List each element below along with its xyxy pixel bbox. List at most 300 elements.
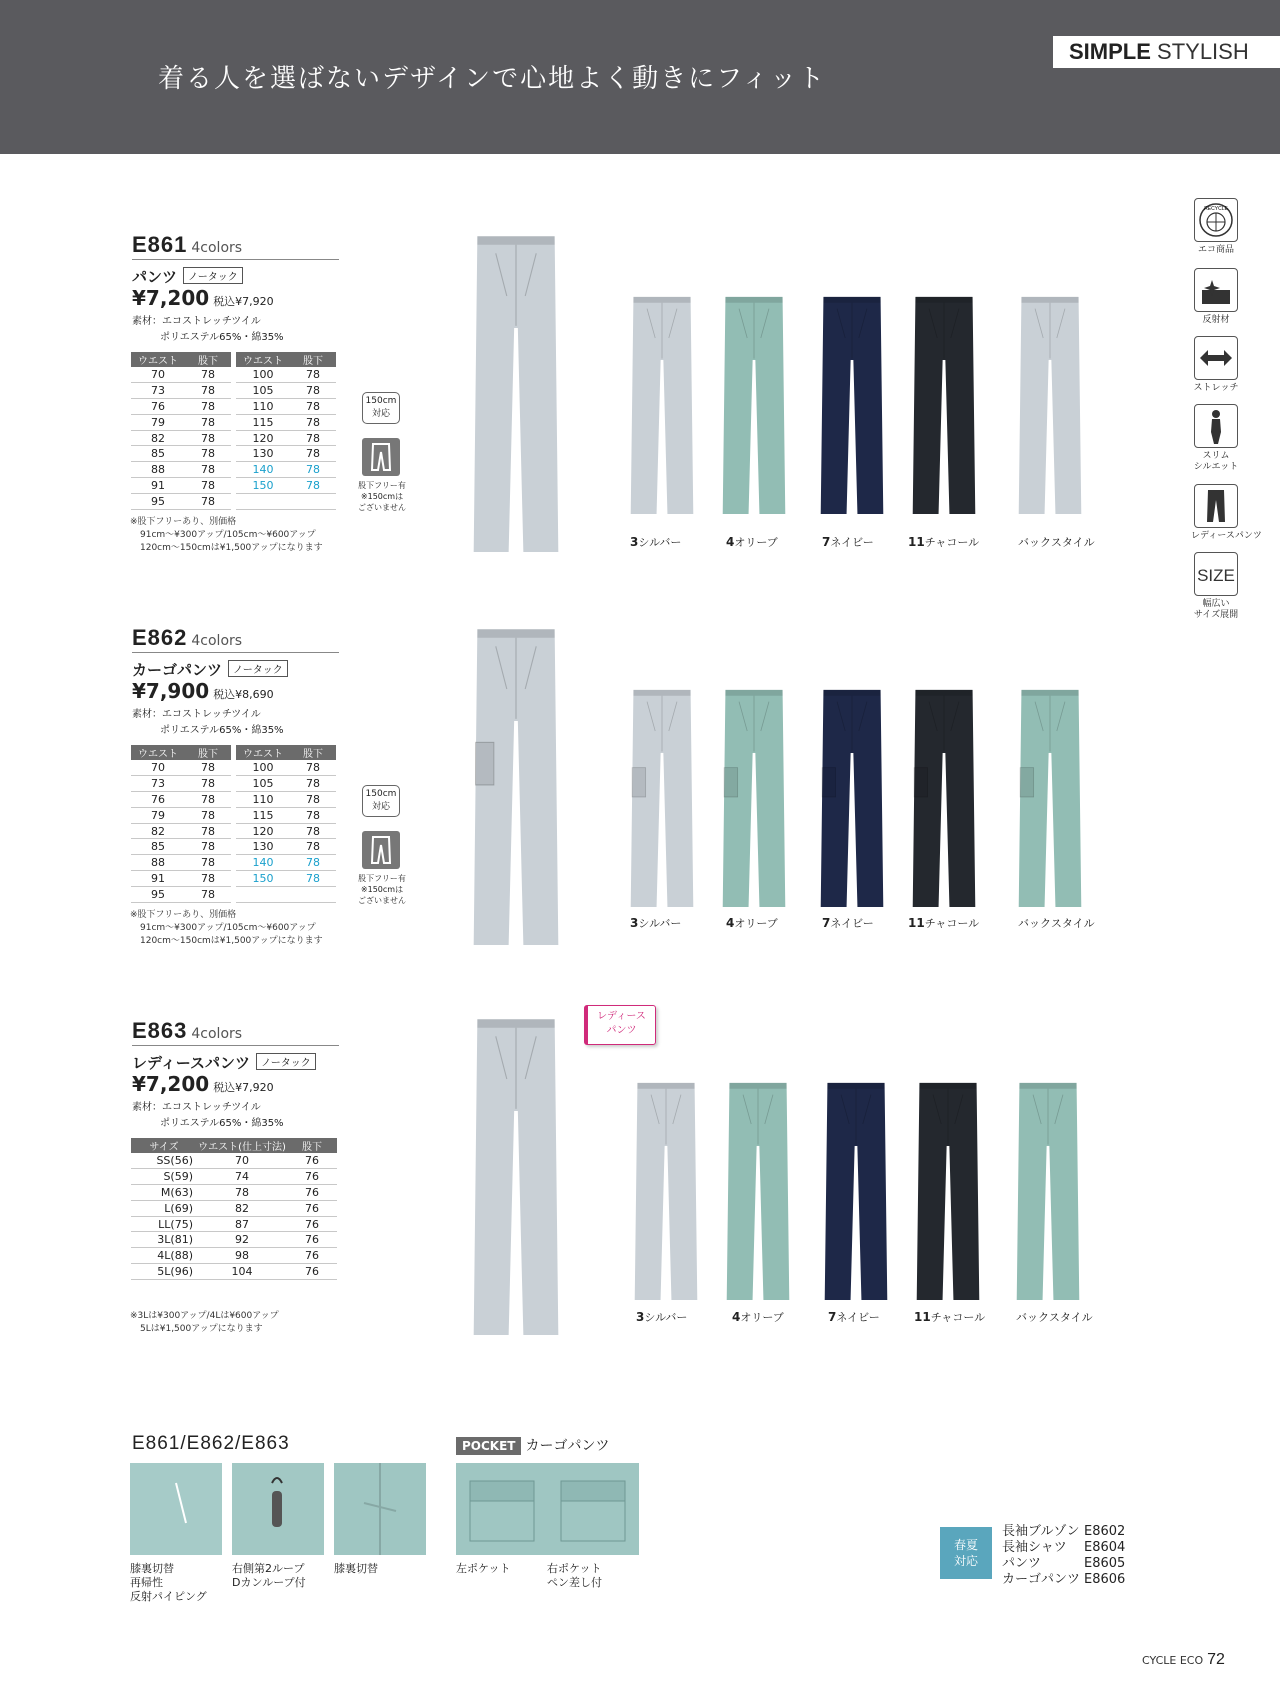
table-row — [131, 1200, 337, 1216]
price-value: ¥7,200 — [132, 286, 210, 310]
ladies-badge-line2: パンツ — [606, 1025, 637, 1036]
details-title: E861/E862/E863 — [132, 1433, 290, 1454]
table-cell: 82 — [131, 823, 185, 839]
colorway-photo — [818, 294, 886, 514]
table-header-cell: 股下 — [287, 1138, 337, 1153]
table-cell: 78 — [185, 478, 231, 494]
table-row — [131, 839, 336, 855]
colorway-pants-shape — [720, 294, 788, 514]
table-header-cell: 股下 — [185, 352, 231, 367]
colorway-name: チャコール — [924, 536, 980, 549]
colorway-label — [828, 1309, 880, 1325]
detail-caption-line2: ペン差し付 — [547, 1576, 602, 1589]
size-table — [131, 352, 336, 510]
table-header-cell: 股下 — [185, 745, 231, 760]
detail-photo — [547, 1463, 639, 1555]
colorway-pants-shape — [628, 294, 696, 514]
table-row — [131, 1153, 337, 1169]
spring-line2: 対応 — [953, 1554, 978, 1568]
table-cell: 70 — [131, 760, 185, 776]
note-line3: 120cm～150cmは¥1,500アップになります — [140, 543, 323, 553]
detail-caption-line1: 膝裏切替 — [130, 1562, 174, 1575]
table-cell: 70 — [197, 1153, 287, 1169]
spring-item-code: E8606 — [1084, 1572, 1126, 1587]
colorway-photo — [1016, 687, 1084, 907]
table-cell: 76 — [287, 1216, 337, 1232]
colorway-pants-shape — [724, 1080, 792, 1300]
note-line1: ※股下フリーあり、別価格 — [130, 517, 237, 527]
colorway-photo — [724, 1080, 792, 1300]
table-cell: 78 — [185, 383, 231, 399]
table-row — [131, 399, 336, 415]
table-row — [131, 414, 336, 430]
product-code: E861 — [132, 232, 188, 257]
spring-item — [1002, 1524, 1125, 1540]
ladies-pants-badge — [584, 1005, 656, 1045]
table-cell — [236, 886, 290, 902]
table-cell: 78 — [197, 1185, 287, 1201]
table-row — [131, 478, 336, 494]
colorway-photo — [628, 687, 696, 907]
price — [132, 1072, 274, 1096]
product-name-text: レディースパンツ — [132, 1054, 251, 1072]
product-name — [132, 266, 243, 287]
table-row — [131, 807, 336, 823]
table-row — [131, 823, 336, 839]
table-cell: 120 — [236, 823, 290, 839]
badge-line2: 対応 — [371, 802, 390, 812]
feature-caption-line1: 幅広い — [1202, 599, 1230, 609]
table-cell: 78 — [290, 855, 336, 871]
no-tuck-tag: ノータック — [256, 1053, 316, 1070]
no-tuck-tag: ノータック — [183, 267, 243, 284]
table-row — [131, 1216, 337, 1232]
detail-caption — [334, 1562, 378, 1576]
colorway-number: 11 — [914, 1310, 931, 1324]
product-color-count: 4colors — [191, 240, 243, 256]
price — [132, 679, 274, 703]
colorway-name: チャコール — [924, 917, 980, 930]
table-cell: 76 — [287, 1200, 337, 1216]
colorway-photo — [720, 687, 788, 907]
table-cell: 78 — [185, 399, 231, 415]
colorway-pants-shape — [818, 294, 886, 514]
colorway-pants-shape — [1016, 687, 1084, 907]
table-cell: 78 — [185, 430, 231, 446]
table-cell: 78 — [290, 430, 336, 446]
material — [132, 1100, 284, 1132]
feature-caption-line1: スリム — [1202, 451, 1230, 461]
series-light: STYLISH — [1157, 39, 1249, 64]
detail-caption — [456, 1562, 510, 1576]
table-cell: 78 — [185, 446, 231, 462]
spring-line1: 春夏 — [953, 1538, 978, 1552]
table-cell: 150 — [236, 478, 290, 494]
table-cell: SS(56) — [131, 1153, 197, 1169]
table-cell: 78 — [290, 807, 336, 823]
colorway-label — [630, 915, 681, 931]
feature-caption-line1: エコ商品 — [1197, 245, 1234, 255]
table-cell: 70 — [131, 367, 185, 383]
spring-item — [1002, 1572, 1125, 1588]
colorway-number: 7 — [822, 916, 831, 930]
price-value: ¥7,900 — [132, 679, 210, 703]
table-cell: 78 — [185, 493, 231, 509]
table-cell — [290, 886, 336, 902]
size-note — [130, 516, 323, 555]
spring-item-code: E8604 — [1084, 1540, 1126, 1555]
colorway-label — [908, 915, 979, 931]
table-cell: 76 — [287, 1264, 337, 1280]
table-row — [131, 760, 336, 776]
product-name — [132, 1052, 316, 1073]
colorway-label — [914, 1309, 985, 1325]
size-table-header — [131, 1138, 337, 1153]
table-row — [131, 446, 336, 462]
feature-caption-line1: レディースパンツ — [1191, 531, 1262, 541]
table-cell: 88 — [131, 462, 185, 478]
colorway-label — [822, 915, 874, 931]
main-pants-shape — [470, 232, 562, 552]
feature-caption-line2: シルエット — [1193, 462, 1239, 472]
page-header — [0, 0, 1280, 154]
feature-caption — [1191, 599, 1241, 621]
table-row — [131, 367, 336, 383]
table-cell: 150 — [236, 871, 290, 887]
ladies-pants-icon — [1194, 484, 1238, 528]
table-cell: 78 — [185, 792, 231, 808]
table-cell: 76 — [287, 1232, 337, 1248]
product-color-count: 4colors — [191, 1026, 243, 1042]
material-line2: ポリエステル65%・綿35% — [160, 1118, 284, 1129]
table-cell: 140 — [236, 462, 290, 478]
feature-icon-group — [1191, 268, 1241, 326]
main-pants-photo — [470, 1015, 562, 1335]
table-cell: 120 — [236, 430, 290, 446]
badge-line1: 150cm — [365, 789, 397, 799]
colorway-number: 3 — [636, 1310, 645, 1324]
material — [132, 707, 284, 739]
feature-icon-group — [1191, 336, 1241, 394]
colorway-photo — [720, 294, 788, 514]
colorway-pants-shape — [720, 687, 788, 907]
colorway-pants-shape — [914, 1080, 982, 1300]
spring-item-name: 長袖ブルゾン — [1002, 1524, 1080, 1539]
table-row — [131, 1169, 337, 1185]
product-title — [132, 625, 339, 653]
table-cell — [290, 493, 336, 509]
table-row — [131, 462, 336, 478]
table-row — [131, 1185, 337, 1201]
colorway-photo — [818, 687, 886, 907]
table-header-cell: ウエスト — [131, 745, 185, 760]
product-name-text: パンツ — [132, 268, 178, 286]
colorway-label — [1016, 1309, 1093, 1325]
table-cell: 78 — [290, 399, 336, 415]
main-pants-photo — [470, 232, 562, 552]
spring-item — [1002, 1540, 1125, 1556]
main-pants-shape — [470, 625, 562, 945]
table-cell: 91 — [131, 871, 185, 887]
table-row — [131, 1264, 337, 1280]
note-line2: 91cm～¥300アップ/105cm～¥600アップ — [140, 530, 316, 540]
table-cell: 105 — [236, 383, 290, 399]
colorway-number: 3 — [630, 535, 639, 549]
main-pants-shape — [470, 1015, 562, 1335]
table-cell: 100 — [236, 760, 290, 776]
table-header-cell: 股下 — [290, 745, 336, 760]
inseam-line3: ございません — [358, 896, 406, 905]
table-cell: 78 — [185, 462, 231, 478]
stretch-icon — [1194, 336, 1238, 380]
detail-caption-line1: 左ポケット — [456, 1562, 511, 1575]
colorway-label — [636, 1309, 687, 1325]
product-code: E863 — [132, 1018, 188, 1043]
table-cell: L(69) — [131, 1200, 197, 1216]
table-cell: 76 — [287, 1185, 337, 1201]
note-line2: 91cm～¥300アップ/105cm～¥600アップ — [140, 923, 316, 933]
colorway-photo — [910, 294, 978, 514]
table-cell: 115 — [236, 414, 290, 430]
table-cell: 85 — [131, 839, 185, 855]
table-cell: 92 — [197, 1232, 287, 1248]
spring-item — [1002, 1556, 1125, 1572]
product-title — [132, 1018, 339, 1046]
feature-caption-line1: 反射材 — [1202, 315, 1230, 325]
colorway-name: シルバー — [638, 536, 682, 549]
product-name — [132, 659, 288, 680]
spring-item-name: 長袖シャツ — [1002, 1540, 1067, 1555]
detail-photo — [130, 1463, 222, 1555]
detail-photo — [334, 1463, 426, 1555]
colorway-name: オリーブ — [740, 1311, 784, 1324]
material-line1: 素材：エコストレッチツイル — [132, 316, 261, 327]
detail-photo — [232, 1463, 324, 1555]
inseam-free-text — [354, 873, 410, 906]
feature-icon-group — [1191, 404, 1241, 473]
table-cell: 78 — [290, 760, 336, 776]
table-cell: 95 — [131, 493, 185, 509]
recycle-text: RECYCLE — [1204, 206, 1228, 212]
table-cell: 85 — [131, 446, 185, 462]
table-cell: 78 — [290, 462, 336, 478]
table-row — [131, 855, 336, 871]
table-header-cell: 股下 — [290, 352, 336, 367]
150cm-badge — [362, 392, 400, 424]
size-table-header — [131, 745, 336, 760]
page-number: 72 — [1207, 1651, 1225, 1668]
feature-icon-group — [1191, 552, 1241, 621]
table-cell: 78 — [290, 383, 336, 399]
colorway-number: 7 — [828, 1310, 837, 1324]
table-cell: 78 — [185, 776, 231, 792]
detail-caption — [232, 1562, 306, 1590]
table-row — [131, 871, 336, 887]
table-cell: 91 — [131, 478, 185, 494]
feature-caption — [1191, 531, 1262, 542]
colorway-number: 4 — [726, 535, 735, 549]
table-cell: 110 — [236, 792, 290, 808]
colorway-label — [732, 1309, 784, 1325]
table-cell: 78 — [185, 367, 231, 383]
product-name-text: カーゴパンツ — [132, 661, 223, 679]
series-bold: SIMPLE — [1069, 39, 1151, 64]
spring-item-name: パンツ — [1002, 1556, 1042, 1571]
table-cell: 76 — [131, 399, 185, 415]
table-cell: 79 — [131, 414, 185, 430]
tax-price: 税込¥7,920 — [213, 295, 274, 308]
inseam-line1: 股下フリー有 — [358, 874, 406, 883]
table-cell: 82 — [197, 1200, 287, 1216]
table-cell: 78 — [290, 776, 336, 792]
colorway-photo — [632, 1080, 700, 1300]
recycle-icon — [1194, 198, 1238, 242]
material-line2: ポリエステル65%・綿35% — [160, 332, 284, 343]
table-cell: 78 — [185, 839, 231, 855]
table-cell: 105 — [236, 776, 290, 792]
table-cell: 78 — [290, 792, 336, 808]
colorway-name: オリーブ — [734, 917, 778, 930]
table-cell: LL(75) — [131, 1216, 197, 1232]
inseam-line2: ※150cmは — [360, 492, 404, 501]
table-cell: 100 — [236, 367, 290, 383]
colorway-pants-shape — [628, 687, 696, 907]
table-cell: 76 — [287, 1169, 337, 1185]
note-line3: 120cm～150cmは¥1,500アップになります — [140, 936, 323, 946]
inseam-free-icon — [362, 831, 400, 869]
table-cell — [236, 493, 290, 509]
feature-caption — [1191, 315, 1241, 326]
colorway-number: 11 — [908, 916, 925, 930]
note-line1: ※3Lは¥300アップ/4Lは¥600アップ — [130, 1311, 279, 1321]
table-cell: 78 — [290, 446, 336, 462]
colorway-photo — [910, 687, 978, 907]
detail-caption-line2: 再帰性 — [130, 1576, 163, 1589]
pocket-title — [456, 1435, 609, 1455]
page-footer — [1142, 1649, 1225, 1669]
inseam-line1: 股下フリー有 — [358, 481, 406, 490]
table-cell: 140 — [236, 855, 290, 871]
table-cell: 5L(96) — [131, 1264, 197, 1280]
table-cell: 78 — [185, 871, 231, 887]
table-cell: 78 — [185, 807, 231, 823]
inseam-free-icon — [362, 438, 400, 476]
feature-caption — [1191, 383, 1241, 394]
colorway-label — [1018, 915, 1095, 931]
note-line1: ※股下フリーあり、別価格 — [130, 910, 237, 920]
inseam-line2: ※150cmは — [360, 885, 404, 894]
feature-caption-line1: ストレッチ — [1193, 383, 1239, 393]
note-line2: 5Lは¥1,500アップになります — [140, 1324, 263, 1334]
reflector-icon — [1194, 268, 1238, 312]
150cm-badge — [362, 785, 400, 817]
badge-line1: 150cm — [365, 396, 397, 406]
colorway-name: バックスタイル — [1018, 917, 1095, 930]
table-cell: 78 — [185, 414, 231, 430]
table-cell: 73 — [131, 383, 185, 399]
table-cell: 82 — [131, 430, 185, 446]
pocket-label: POCKET — [456, 1437, 521, 1455]
slim-silhouette-icon — [1194, 404, 1238, 448]
colorway-photo — [914, 1080, 982, 1300]
colorway-pants-shape — [1016, 294, 1084, 514]
colorway-name: シルバー — [638, 917, 682, 930]
inseam-line3: ございません — [358, 503, 406, 512]
table-header-cell: ウエスト — [236, 352, 290, 367]
detail-caption-line1: 膝裏切替 — [334, 1562, 378, 1575]
colorway-number: 4 — [726, 916, 735, 930]
tax-price: 税込¥8,690 — [213, 688, 274, 701]
colorway-label — [630, 534, 681, 550]
feature-icon-group — [1191, 198, 1241, 256]
footer-brand: CYCLE ECO — [1142, 1654, 1204, 1667]
size-text: SIZE — [1197, 566, 1235, 585]
table-cell: 130 — [236, 839, 290, 855]
feature-caption-line2: サイズ展開 — [1193, 610, 1239, 620]
price-value: ¥7,200 — [132, 1072, 210, 1096]
product-color-count: 4colors — [191, 633, 243, 649]
colorway-name: ネイビー — [830, 917, 874, 930]
table-cell: 78 — [185, 760, 231, 776]
colorway-photo — [822, 1080, 890, 1300]
feature-caption — [1191, 451, 1241, 473]
table-cell: 73 — [131, 776, 185, 792]
product-code: E862 — [132, 625, 188, 650]
spring-item-code: E8605 — [1084, 1556, 1126, 1571]
detail-photo — [456, 1463, 548, 1555]
table-cell: 76 — [287, 1153, 337, 1169]
table-cell: 130 — [236, 446, 290, 462]
colorway-pants-shape — [822, 1080, 890, 1300]
table-cell: 78 — [185, 855, 231, 871]
table-cell: 4L(88) — [131, 1248, 197, 1264]
table-cell: 78 — [290, 414, 336, 430]
detail-caption — [130, 1562, 207, 1604]
colorway-name: チャコール — [930, 1311, 986, 1324]
size-note — [130, 1310, 279, 1336]
table-cell: 95 — [131, 886, 185, 902]
table-header-cell: ウエスト(仕上寸法) — [197, 1138, 287, 1153]
price — [132, 286, 274, 310]
colorway-name: ネイビー — [830, 536, 874, 549]
material-line1: 素材：エコストレッチツイル — [132, 709, 261, 720]
table-cell: 76 — [131, 792, 185, 808]
colorway-photo — [1016, 294, 1084, 514]
no-tuck-tag: ノータック — [228, 660, 288, 677]
series-label — [1053, 36, 1280, 68]
table-cell: 78 — [290, 367, 336, 383]
badge-line2: 対応 — [371, 409, 390, 419]
colorway-number: 7 — [822, 535, 831, 549]
product-title — [132, 232, 339, 260]
table-row — [131, 493, 336, 509]
table-cell: 87 — [197, 1216, 287, 1232]
detail-caption-line1: 右側第2ループ — [232, 1562, 305, 1575]
size-table-header — [131, 352, 336, 367]
table-cell: 110 — [236, 399, 290, 415]
colorway-name: シルバー — [644, 1311, 688, 1324]
detail-caption — [547, 1562, 602, 1590]
table-row — [131, 383, 336, 399]
spring-item-code: E8602 — [1084, 1524, 1126, 1539]
main-pants-photo — [470, 625, 562, 945]
colorway-pants-shape — [632, 1080, 700, 1300]
table-row — [131, 776, 336, 792]
colorway-photo — [628, 294, 696, 514]
table-cell: 98 — [197, 1248, 287, 1264]
material-line1: 素材：エコストレッチツイル — [132, 1102, 261, 1113]
size-table — [131, 1138, 337, 1280]
